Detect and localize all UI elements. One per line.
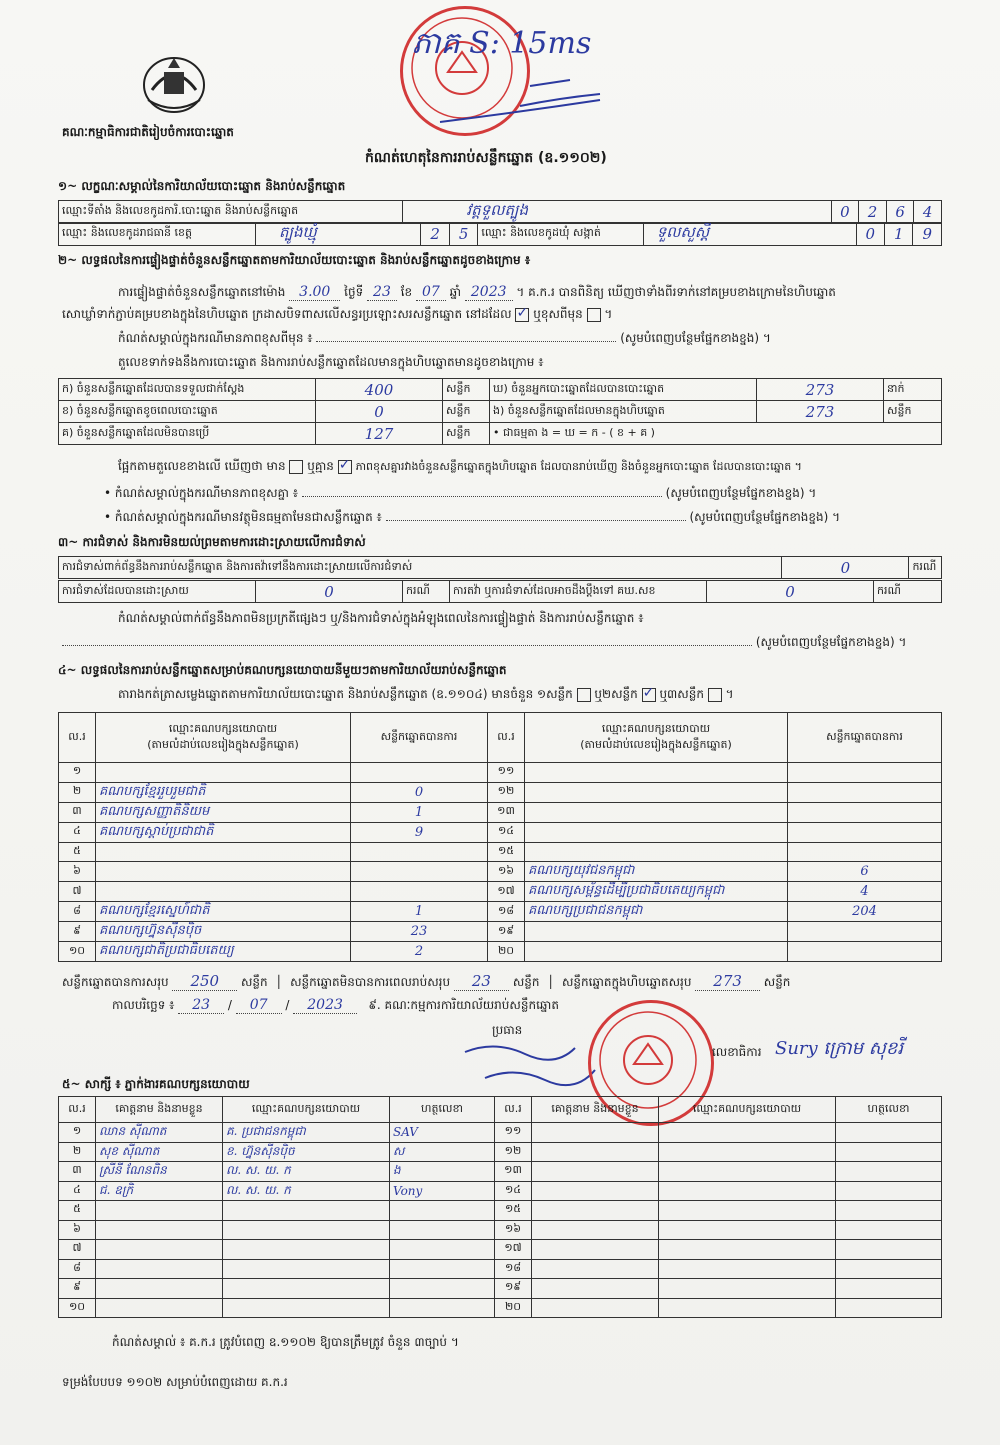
figure-unit: សន្លឹក — [443, 379, 490, 401]
row-number: ៩ — [59, 922, 96, 942]
witness-signature: SAV — [390, 1123, 495, 1143]
witness-party — [223, 1220, 390, 1240]
row-number: ១៨ — [488, 902, 525, 922]
witness-name — [532, 1201, 659, 1221]
witness-party — [223, 1201, 390, 1221]
row-number: ១៣ — [488, 802, 525, 822]
vote-count: 4 — [788, 882, 942, 902]
row-number: ១៩ — [488, 922, 525, 942]
row-number: ១០ — [59, 942, 96, 962]
witness-name — [96, 1279, 223, 1299]
section5-title: ៥~ សាក្សី ៖ ភ្នាក់ងារគណបក្សនយោបាយ — [62, 1077, 250, 1091]
witness-name — [532, 1162, 659, 1182]
witness-party — [223, 1279, 390, 1299]
row-number: ៣ — [59, 1162, 96, 1182]
row-number: ៨ — [59, 902, 96, 922]
row-number: ៦ — [59, 1220, 96, 1240]
office-code-digit: 4 — [914, 201, 942, 224]
witness-name — [532, 1259, 659, 1279]
table-row — [59, 1201, 942, 1221]
seal-status-line: សោឃ្លាំទាក់ភ្ជាប់គម្របខាងក្នុងនៃហិបឆ្នោត ក្រដាសបិទពាសលើសន្ធរប្រឡោះសរសន្លឹកឆ្នោត នៅដដែល ✓ ឬខុសពីមុន ។ — [62, 306, 612, 322]
row-number: ៤ — [59, 822, 96, 842]
table-row — [59, 1259, 942, 1279]
row-number: ២ — [59, 782, 96, 802]
row-number: ៦ — [59, 862, 96, 882]
witness-signature — [836, 1220, 942, 1240]
table-row — [59, 802, 942, 822]
witness-signature — [836, 1279, 942, 1299]
totals-line: សន្លឹកឆ្នោតបានការសរុប 250 សន្លឹក │ សន្លឹកឆ្នោតមិនបានការពេលរាប់សរុប 23 សន្លឹក │ សន្លឹកឆ្នោតក្នុងហិបឆ្នោតសរុប 273 សន្លឹក — [62, 972, 791, 990]
nec-emblem-icon — [138, 50, 210, 120]
party-name — [525, 942, 788, 962]
header-signature-icon — [420, 70, 620, 130]
witness-name — [532, 1142, 659, 1162]
footer-note: កំណត់សម្គាល់ ៖ គ.ក.រ ត្រូវបំពេញ ឧ.១១០២ ឱ្យបានត្រឹមត្រូវ ចំនួន ៣ច្បាប់ ។ — [112, 1335, 459, 1349]
table-row — [59, 1162, 942, 1182]
party-name — [525, 842, 788, 862]
commune-name: ទួលសួស្ដី — [643, 223, 856, 246]
discrepancy-line: ផ្អែកតាមតួលេខខាងលើ ឃើញថា មាន ឬគ្មាន ✓ ភាពខុសគ្នារវាងចំនួនសន្លឹកឆ្នោតក្នុងហិបឆ្នោត ដែលបានរាប់ឃើញ និងចំនួនអ្នកបោះឆ្នោត ដែលបានបោះឆ្នោត ។ — [118, 458, 802, 474]
two-sheet-checkbox[interactable] — [642, 688, 656, 702]
section1-table — [58, 200, 942, 224]
appeal-unit: ករណី — [874, 581, 942, 603]
witness-signature — [390, 1279, 495, 1299]
witness-signature — [390, 1298, 495, 1318]
table-row — [59, 1142, 942, 1162]
party-name: គណបក្សយុវជនកម្ពុជា — [525, 862, 788, 882]
witness-signature — [390, 1240, 495, 1260]
chair-signature-icon — [455, 1030, 605, 1092]
witness-party — [659, 1298, 836, 1318]
witness-name — [532, 1279, 659, 1299]
irregularity-note: កំណត់សម្គាល់ពាក់ព័ន្ធនឹងភាពមិនប្រក្រតីផ្សេងៗ ឬ/និងការជំទាស់ក្នុងអំឡុងពេលនៃការផ្ទៀងផ្ទាត់ និងការរាប់សន្លឹកឆ្នោត ៖ — [118, 611, 644, 625]
vote-count — [788, 922, 942, 942]
table-row — [59, 882, 942, 902]
witness-name: ឈាន ស៊ីណាត — [96, 1123, 223, 1143]
col-name: គោត្តនាម និងនាមខ្លួន — [96, 1097, 223, 1123]
row-number: ១១ — [495, 1123, 532, 1143]
witness-signature: ស — [390, 1142, 495, 1162]
section4-title: ៤~ លទ្ធផលនៃការរាប់សន្លឹកឆ្នោតសម្រាប់គណបក្សនយោបាយនីមួយៗតាមការិយាល័យរាប់សន្លឹកឆ្នោត — [58, 663, 507, 677]
figure-value: 0 — [316, 401, 443, 423]
commission-name: គណៈកម្មាធិការជាតិរៀបចំការបោះឆ្នោត — [62, 125, 234, 139]
party-name: គណបក្សស្ដាប់ប្រជាជាតិ — [96, 822, 351, 842]
table-row — [59, 842, 942, 862]
party-results-table — [58, 712, 942, 962]
table-row — [59, 902, 942, 922]
province-label: ឈ្មោះ និងលេខកូដរាជធានី ខេត្ត — [59, 223, 256, 246]
witness-name — [532, 1220, 659, 1240]
row-number: ១៧ — [488, 882, 525, 902]
objection-value: 0 — [782, 557, 909, 579]
col-sign: ហត្ថលេខា — [390, 1097, 495, 1123]
intact-checkbox[interactable] — [515, 308, 529, 322]
office-name: វត្តទួលត្បូង — [403, 201, 831, 224]
witness-party — [659, 1259, 836, 1279]
table-row — [59, 862, 942, 882]
vote-count: 1 — [351, 802, 488, 822]
witness-name: ស្រីនី ណែនពិន — [96, 1162, 223, 1182]
row-number: ១៦ — [495, 1220, 532, 1240]
abnormal-object-remark-line: • កំណត់សម្គាល់ក្នុងករណីមានវត្ថុមិនធម្មតាមែនជាសន្លឹកឆ្នោត ៖ (សូមបំពេញបន្ថែមផ្នែកខាងខ្នង) ។ — [104, 510, 841, 524]
office-code-digit: 0 — [831, 201, 859, 224]
party-name — [96, 882, 351, 902]
figure-value: 273 — [757, 401, 884, 423]
row-number: ៧ — [59, 1240, 96, 1260]
form-title: កំណត់ហេតុនៃការរាប់សន្លឹកឆ្នោត (ឧ.១១០២) — [365, 150, 607, 166]
resolved-unit: ករណី — [403, 581, 450, 603]
tally-sheet-line: តារាងកត់ត្រាសម្លេងឆ្នោតតាមការិយាល័យបោះឆ្នោត និងរាប់សន្លឹកឆ្នោត (ឧ.១១០៤) មានចំនួន ១សន្លឹក ឬ២សន្លឹក ✓ ឬ៣សន្លឹក ។ — [118, 686, 734, 702]
figure-label: ង) ចំនួនសន្លឹកឆ្នោតដែលមានក្នុងហិបឆ្នោត — [490, 401, 757, 423]
row-number: ១ — [59, 1123, 96, 1143]
province-name: ត្បូងឃ្មុំ — [256, 223, 421, 246]
col-name: គោត្តនាម និងនាមខ្លួន — [532, 1097, 659, 1123]
objections-table-row2 — [58, 580, 942, 603]
table-row — [59, 1181, 942, 1201]
witness-name — [532, 1240, 659, 1260]
vote-count — [351, 842, 488, 862]
row-number: ២០ — [488, 942, 525, 962]
witness-name — [96, 1201, 223, 1221]
one-sheet-checkbox[interactable] — [577, 688, 591, 702]
commune-code-digit: 1 — [885, 223, 913, 246]
table-row — [59, 1298, 942, 1318]
party-name: គណបក្សប្រជាជនកម្ពុជា — [525, 902, 788, 922]
row-number: ១៥ — [488, 842, 525, 862]
col-party: ឈ្មោះគណបក្សនយោបាយ (តាមលំដាប់លេខរៀងក្នុងសន្លឹកឆ្នោត) — [96, 713, 351, 763]
row-number: ១៤ — [488, 822, 525, 842]
witness-party: ខ. ហ្វ៊ុនស៊ីនប៉ិច — [223, 1142, 390, 1162]
witness-table — [58, 1096, 942, 1318]
changed-checkbox[interactable] — [587, 308, 601, 322]
witness-signature — [836, 1259, 942, 1279]
row-number: ១៧ — [495, 1240, 532, 1260]
province-code-digit: 2 — [421, 223, 449, 246]
witness-party — [659, 1123, 836, 1143]
figure-unit: សន្លឹក — [443, 401, 490, 423]
vote-count: 6 — [788, 862, 942, 882]
vote-count: 0 — [351, 782, 488, 802]
col-party: ឈ្មោះគណបក្សនយោបាយ (តាមលំដាប់លេខរៀងក្នុងសន្លឹកឆ្នោត) — [525, 713, 788, 763]
party-name: គណបក្សហ្វ៊ុនស៊ីនប៉ិច — [96, 922, 351, 942]
witness-name — [532, 1298, 659, 1318]
secretary-signature: Sury ក្រោម សុខរី — [775, 1038, 904, 1059]
office-label: ឈ្មោះទីតាំង និងលេខកូដការិ.បោះឆ្នោត និងរាប់សន្លឹកឆ្នោត — [59, 201, 403, 224]
row-number: ១ — [59, 763, 96, 783]
witness-party — [223, 1259, 390, 1279]
row-number: ១២ — [495, 1142, 532, 1162]
witness-signature: Vony — [390, 1181, 495, 1201]
figure-label: គ) ចំនួនសន្លឹកឆ្នោតដែលមិនបានប្រើ — [59, 423, 316, 445]
witness-signature — [836, 1181, 942, 1201]
witness-party — [223, 1298, 390, 1318]
vote-count — [788, 822, 942, 842]
difference-note-line: កំណត់សម្គាល់ក្នុងករណីមានភាពខុសពីមុន ៖ (សូមបំពេញបន្ថែមផ្នែកខាងខ្នង) ។ — [118, 331, 771, 345]
row-number: ២០ — [495, 1298, 532, 1318]
three-sheet-checkbox[interactable] — [708, 688, 722, 702]
figure-value: 273 — [757, 379, 884, 401]
section1-table-row2 — [58, 222, 942, 246]
witness-name: សុខ ស៊ីណាត — [96, 1142, 223, 1162]
witness-party — [659, 1240, 836, 1260]
table-row — [59, 922, 942, 942]
table-row — [59, 1240, 942, 1260]
objection-unit: ករណី — [909, 557, 942, 579]
objections-table — [58, 556, 942, 579]
figure-label: ខ) ចំនួនសន្លឹកឆ្នោតខូចពេលបោះឆ្នោត — [59, 401, 316, 423]
row-number: ១៨ — [495, 1259, 532, 1279]
party-name — [96, 862, 351, 882]
row-number: ៣ — [59, 802, 96, 822]
witness-signature — [836, 1162, 942, 1182]
vote-count: 9 — [351, 822, 488, 842]
table-row — [59, 763, 942, 783]
form-id: ទម្រង់បែបបទ ១១០២ សម្រាប់បំពេញដោយ គ.ក.រ — [62, 1375, 288, 1389]
appeal-label: ការតវ៉ា ឬការជំទាស់ដែលអាចដឹងប្ដឹងទៅ គឃ.សខ — [450, 581, 707, 603]
vote-count: 1 — [351, 902, 488, 922]
witness-name — [96, 1298, 223, 1318]
row-number: ៩ — [59, 1279, 96, 1299]
figures-intro: តួលេខទាក់ទងនឹងការបោះឆ្នោត និងការរាប់សន្លឹកឆ្នោតដែលមានក្នុងហិបឆ្នោតមានដូចខាងក្រោម ៖ — [118, 355, 544, 369]
col-no: ល.រ — [488, 713, 525, 763]
vote-count: 204 — [788, 902, 942, 922]
figure-unit: សន្លឹក — [443, 423, 490, 445]
col-no: ល.រ — [59, 1097, 96, 1123]
commune-label: ឈ្មោះ និងលេខកូដឃុំ សង្កាត់ — [478, 223, 643, 246]
witness-signature — [836, 1201, 942, 1221]
row-number: ៨ — [59, 1259, 96, 1279]
figure-label: ក) ចំនួនសន្លឹកឆ្នោតដែលបានទទួលជាក់ស្ដែង — [59, 379, 316, 401]
witness-name — [96, 1259, 223, 1279]
party-name: គណបក្សសញ្ញាតិនិយម — [96, 802, 351, 822]
table-row — [59, 782, 942, 802]
vote-count: 23 — [351, 922, 488, 942]
resolved-value: 0 — [256, 581, 403, 603]
row-number: ១២ — [488, 782, 525, 802]
row-number: ១៦ — [488, 862, 525, 882]
ballot-figures-table — [58, 378, 942, 445]
vote-count — [788, 782, 942, 802]
party-name — [525, 782, 788, 802]
witness-party — [659, 1279, 836, 1299]
row-number: ៧ — [59, 882, 96, 902]
party-name — [525, 822, 788, 842]
table-row — [59, 942, 942, 962]
vote-count — [351, 763, 488, 783]
col-sign: ហត្ថលេខា — [836, 1097, 942, 1123]
row-number: ២ — [59, 1142, 96, 1162]
party-name — [525, 922, 788, 942]
no-difference-checkbox[interactable] — [338, 460, 352, 474]
row-number: ១៥ — [495, 1201, 532, 1221]
table-row — [59, 1279, 942, 1299]
table-row — [59, 1220, 942, 1240]
witness-party — [659, 1220, 836, 1240]
col-no: ល.រ — [495, 1097, 532, 1123]
witness-party — [659, 1162, 836, 1182]
witness-party — [223, 1240, 390, 1260]
table-row — [59, 822, 942, 842]
witness-signature — [836, 1240, 942, 1260]
witness-signature — [390, 1220, 495, 1240]
row-number: ១១ — [488, 763, 525, 783]
resolved-label: ការជំទាស់ដែលបានដោះស្រាយ — [59, 581, 256, 603]
irregularity-fill-line: (សូមបំពេញបន្ថែមផ្នែកខាងខ្នង) ។ — [62, 634, 940, 650]
row-number: ១៣ — [495, 1162, 532, 1182]
witness-signature — [390, 1201, 495, 1221]
vote-count: 2 — [351, 942, 488, 962]
witness-party: ល. ស. យ. ក — [223, 1162, 390, 1182]
witness-name — [96, 1220, 223, 1240]
witness-name — [96, 1240, 223, 1260]
row-number: ១៩ — [495, 1279, 532, 1299]
party-name — [96, 842, 351, 862]
col-votes: សន្លឹកឆ្នោតបានការ — [351, 713, 488, 763]
witness-signature — [836, 1142, 942, 1162]
col-party: ឈ្មោះគណបក្សនយោបាយ — [659, 1097, 836, 1123]
party-name — [96, 763, 351, 783]
verification-line: ការផ្ទៀងផ្ទាត់ចំនួនសន្លឹកឆ្នោតនៅម៉ោង 3.00 ថ្ងៃទី 23 ខែ 07 ឆ្នាំ 2023 ។ គ.ក.រ បានពិនិត្យ ឃើញថាទាំងពីរទាក់នៅគម្របខាងក្រោមនៃហិបឆ្នោត — [118, 284, 836, 300]
vote-count — [788, 802, 942, 822]
date-line: កាលបរិច្ឆេទ ៖ 23 / 07 / 2023 ៩. គណៈកម្មការការិយាល័យរាប់សន្លឹកឆ្នោត — [112, 997, 559, 1013]
figure-label: ឃ) ចំនួនអ្នកបោះឆ្នោតដែលបានបោះឆ្នោត — [490, 379, 757, 401]
handwritten-header-note: ភាគ S: 15ms — [412, 26, 592, 61]
row-number: ៤ — [59, 1181, 96, 1201]
row-number: ១៤ — [495, 1181, 532, 1201]
difference-remark-line: • កំណត់សម្គាល់ក្នុងករណីមានភាពខុសគ្នា ៖ (សូមបំពេញបន្ថែមផ្នែកខាងខ្នង) ។ — [104, 486, 817, 500]
section3-title: ៣~ ការជំទាស់ និងការមិនយល់ព្រមតាមការដោះស្រាយលើការជំទាស់ — [58, 535, 366, 549]
witness-signature — [836, 1123, 942, 1143]
witness-name: ជ. ឧក្រិ — [96, 1181, 223, 1201]
figure-unit: នាក់ — [884, 379, 942, 401]
party-name: គណបក្សជាតិប្រជាធិបតេយ្យ — [96, 942, 351, 962]
party-name: គណបក្សខ្មែររួបរួមជាតិ — [96, 782, 351, 802]
witness-signature — [836, 1298, 942, 1318]
col-votes: សន្លឹកឆ្នោតបានការ — [788, 713, 942, 763]
party-name — [525, 802, 788, 822]
objection-label: ការជំទាស់ពាក់ព័ន្ធនឹងការរាប់សន្លឹកឆ្នោត និងការតវ៉ាទៅនឹងការដោះស្រាយលើការជំទាស់ — [59, 557, 782, 579]
row-number: ៥ — [59, 1201, 96, 1221]
table-row — [59, 1123, 942, 1143]
commune-code-digit: 9 — [913, 223, 942, 246]
witness-party: ល. ស. យ. ក — [223, 1181, 390, 1201]
vote-count — [351, 862, 488, 882]
witness-name — [532, 1181, 659, 1201]
party-name: គណបក្សសម្ព័ន្ធដើម្បីប្រជាធិបតេយ្យកម្ពុជា — [525, 882, 788, 902]
vote-count — [788, 842, 942, 862]
party-name: គណបក្សខ្មែរស្នេហ៍ជាតិ — [96, 902, 351, 922]
figure-unit: សន្លឹក — [884, 401, 942, 423]
witness-party — [659, 1142, 836, 1162]
witness-party — [659, 1201, 836, 1221]
province-code-digit: 5 — [449, 223, 477, 246]
row-number: ១០ — [59, 1298, 96, 1318]
vote-count — [788, 763, 942, 783]
section2-title: ២~ លទ្ធផលនៃការផ្ទៀងផ្ទាត់ចំនួនសន្លឹកឆ្នោតតាមការិយាល័យបោះឆ្នោត និងរាប់សន្លឹកឆ្នោតដូចខាងក្រោម ៖ — [58, 253, 531, 267]
col-no: ល.រ — [59, 713, 96, 763]
office-code-digit: 2 — [859, 201, 887, 224]
row-number: ៥ — [59, 842, 96, 862]
party-name — [525, 763, 788, 783]
appeal-value: 0 — [707, 581, 874, 603]
office-code-digit: 6 — [886, 201, 914, 224]
figure-value: 400 — [316, 379, 443, 401]
witness-signature — [390, 1259, 495, 1279]
formula-note: • ជាធម្មតា ង = ឃ = ក - ( ខ + គ ) — [490, 423, 942, 445]
has-difference-checkbox[interactable] — [289, 460, 303, 474]
secretary-label: លេខាធិការ — [712, 1045, 762, 1059]
vote-count — [788, 942, 942, 962]
witness-party — [659, 1181, 836, 1201]
commune-code-digit: 0 — [856, 223, 884, 246]
section1-title: ១~ លក្ខណៈសម្គាល់នៃការិយាល័យបោះឆ្នោត និងរាប់សន្លឹកឆ្នោត — [58, 179, 346, 193]
vote-count — [351, 882, 488, 902]
witness-signature: ង — [390, 1162, 495, 1182]
col-party: ឈ្មោះគណបក្សនយោបាយ — [223, 1097, 390, 1123]
witness-party: គ. ប្រជាជនកម្ពុជា — [223, 1123, 390, 1143]
figure-value: 127 — [316, 423, 443, 445]
witness-name — [532, 1123, 659, 1143]
chair-label: ប្រធាន — [492, 1023, 523, 1037]
